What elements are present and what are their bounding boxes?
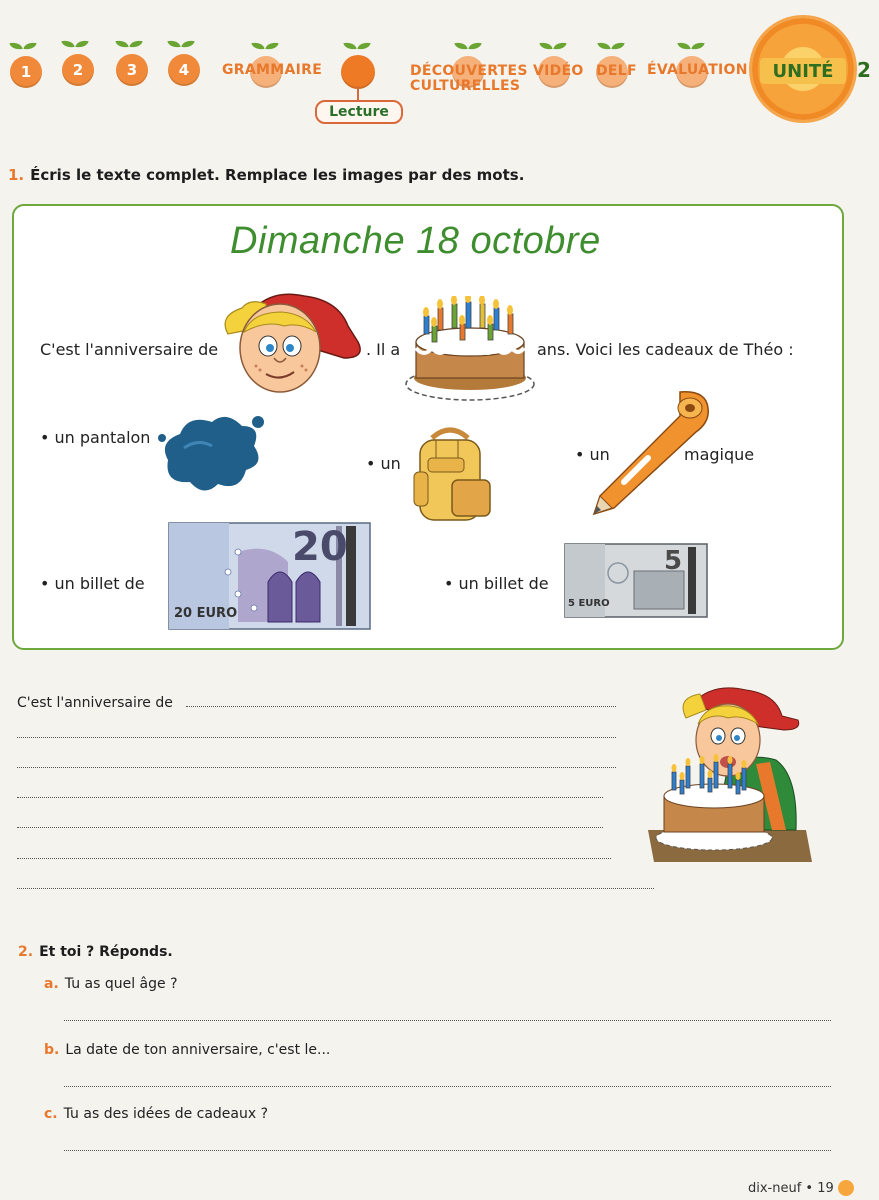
question-c: [44, 1106, 268, 1122]
nav-evaluation[interactable]: ÉVALUATION: [647, 62, 748, 78]
leaf-icon: [678, 42, 704, 54]
unit-number: 2: [857, 58, 871, 82]
rebus-title: Dimanche 18 octobre: [230, 220, 601, 262]
question-c-text: Tu as des idées de cadeaux ?: [63, 1106, 269, 1122]
question-a: [44, 976, 178, 992]
twenty-euro-small-label: 20 EURO: [174, 606, 238, 621]
unit-label: UNITÉ: [760, 58, 846, 84]
answer-sentence-start: C'est l'anniversaire de: [17, 695, 173, 711]
leaf-icon: [62, 40, 88, 52]
blue-paint-splash-icon: [154, 408, 266, 494]
exercise-1-instruction: [8, 166, 524, 184]
question-a-letter: a.: [44, 976, 59, 992]
leaf-icon: [168, 40, 194, 52]
answer-line-c[interactable]: [64, 1150, 831, 1151]
exercise-1-number: 1.: [8, 166, 25, 184]
leaf-icon: [116, 40, 142, 52]
answer-line-3[interactable]: [17, 767, 616, 768]
answer-line-b[interactable]: [64, 1086, 831, 1087]
nav-decouvertes[interactable]: [410, 63, 528, 94]
gift-item-stylo: • un: [575, 445, 610, 464]
exercise-2-instruction: [18, 944, 173, 960]
question-b: [44, 1042, 330, 1058]
nav-step-4[interactable]: 4: [168, 54, 200, 86]
page-number: dix-neuf • 19: [748, 1181, 834, 1196]
gift-item-pantalon: • un pantalon: [40, 428, 151, 447]
nav-delf[interactable]: DELF: [596, 63, 637, 79]
exercise-2-number: 2.: [18, 944, 34, 960]
leaf-icon: [10, 42, 36, 54]
nav-step-3[interactable]: 3: [116, 54, 148, 86]
birthday-cake-icon: [404, 296, 538, 404]
boy-face-icon: [208, 286, 366, 402]
gift-item-billet-5: • un billet de: [444, 574, 549, 593]
nav-dot-lecture-active[interactable]: [341, 55, 375, 89]
nav-step-2[interactable]: 2: [62, 54, 94, 86]
answer-line-5[interactable]: [17, 827, 603, 828]
lecture-connector: [357, 86, 359, 100]
question-a-text: Tu as quel âge ?: [64, 976, 178, 992]
nav-decouvertes-line1: DÉCOUVERTES: [410, 63, 528, 79]
five-euro-small-label: 5 EURO: [568, 598, 610, 609]
rebus-line-1-end: ans. Voici les cadeaux de Théo :: [537, 340, 794, 359]
twenty-euro-value: 20: [292, 524, 348, 570]
boy-with-cake-illustration: [646, 680, 812, 866]
question-c-letter: c.: [44, 1106, 58, 1122]
answer-line-1[interactable]: [186, 706, 616, 707]
nav-step-1[interactable]: 1: [10, 56, 42, 88]
orange-icon: [838, 1180, 854, 1196]
answer-line-4[interactable]: [17, 797, 603, 798]
unit-navigation: [0, 0, 879, 130]
nav-lecture-tab[interactable]: Lecture: [315, 100, 403, 124]
rebus-line-1-start: C'est l'anniversaire de: [40, 340, 219, 359]
leaf-icon: [252, 42, 278, 54]
answer-line-2[interactable]: [17, 737, 616, 738]
question-b-text: La date de ton anniversaire, c'est le...: [65, 1042, 331, 1058]
leaf-icon: [455, 42, 481, 54]
leaf-icon: [540, 42, 566, 54]
nav-grammaire[interactable]: GRAMMAIRE: [222, 62, 323, 78]
leaf-icon: [344, 42, 370, 54]
answer-line-6[interactable]: [17, 858, 611, 859]
gift-item-sac: • un: [366, 454, 401, 473]
nav-decouvertes-line2: CULTURELLES: [410, 78, 521, 94]
leaf-icon: [598, 42, 624, 54]
rebus-line-1-mid: . Il a: [366, 340, 401, 359]
question-b-letter: b.: [44, 1042, 60, 1058]
answer-line-7[interactable]: [17, 888, 654, 889]
exercise-2-text: Et toi ? Réponds.: [39, 944, 173, 960]
gift-item-magique: magique: [684, 445, 755, 464]
five-euro-value: 5: [664, 546, 683, 576]
answer-line-a[interactable]: [64, 1020, 831, 1021]
gift-item-billet-20: • un billet de: [40, 574, 145, 593]
nav-video[interactable]: VIDÉO: [533, 63, 584, 79]
exercise-1-text: Écris le texte complet. Remplace les images par des mots.: [30, 166, 525, 184]
school-backpack-icon: [406, 424, 496, 528]
